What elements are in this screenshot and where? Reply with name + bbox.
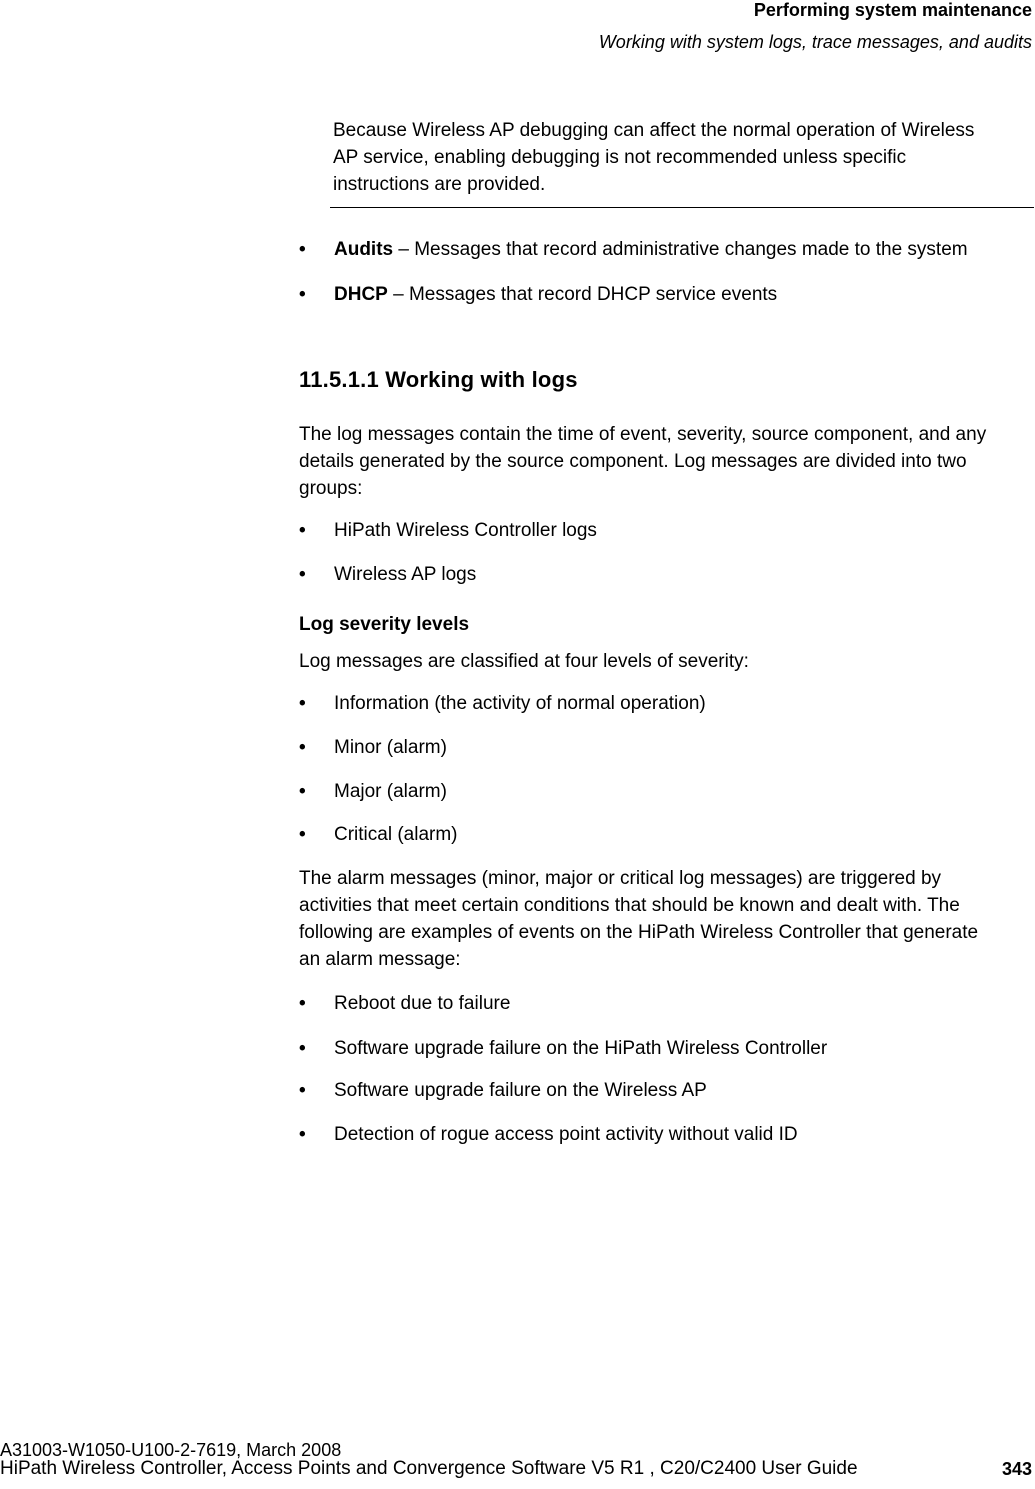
note-divider bbox=[330, 207, 1034, 208]
list-item-text: Software upgrade failure on the HiPath Wireless Controller bbox=[334, 1038, 828, 1059]
alarm-paragraph bbox=[299, 865, 1034, 973]
list-item-text: Major (alarm) bbox=[334, 781, 447, 802]
footer-guide-title: HiPath Wireless Controller, Access Points and Convergence Software V5 R1 , C20/C2400 User Guide bbox=[0, 1458, 858, 1479]
paragraph-line: activities that meet certain conditions that should be known and dealt with. The bbox=[299, 895, 960, 916]
bullet-term: Audits bbox=[334, 239, 394, 260]
paragraph-line: details generated by the source component. Log messages are divided into two bbox=[299, 451, 967, 472]
list-item-text: Critical (alarm) bbox=[334, 824, 458, 845]
paragraph-line: The log messages contain the time of event, severity, source component, and any bbox=[299, 424, 987, 445]
intro-paragraph bbox=[299, 421, 1034, 502]
list-item bbox=[299, 561, 1034, 588]
list-item bbox=[299, 1077, 1034, 1104]
bullet-icon: • bbox=[299, 693, 306, 714]
section-heading: 11.5.1.1 Working with logs bbox=[299, 367, 578, 392]
severity-heading: Log severity levels bbox=[299, 614, 470, 635]
bullet-icon: • bbox=[299, 781, 306, 802]
list-item bbox=[299, 990, 1034, 1017]
list-item-text: Information (the activity of normal operation) bbox=[334, 693, 706, 714]
bullet-icon: • bbox=[299, 993, 306, 1014]
list-item bbox=[299, 778, 1034, 805]
footer-doc-id: A31003-W1050-U100-2-7619, March 2008 bbox=[0, 1440, 342, 1460]
paragraph-line: an alarm message: bbox=[299, 949, 461, 970]
paragraph-line: The alarm messages (minor, major or critical log messages) are triggered by bbox=[299, 868, 942, 889]
bullet-icon: • bbox=[299, 284, 306, 305]
list-item bbox=[299, 690, 1034, 717]
bullet-icon: • bbox=[299, 1080, 306, 1101]
bullet-icon: • bbox=[299, 824, 306, 845]
page-number: 343 bbox=[1002, 1459, 1033, 1479]
bullet-icon: • bbox=[299, 520, 306, 541]
running-header-subtitle: Working with system logs, trace messages, and audits bbox=[598, 32, 1032, 52]
bullet-icon: • bbox=[299, 737, 306, 758]
list-item-text: Reboot due to failure bbox=[334, 993, 511, 1014]
paragraph-line: following are examples of events on the HiPath Wireless Controller that generate bbox=[299, 922, 979, 943]
list-item bbox=[299, 1121, 1034, 1148]
list-item-text: Detection of rogue access point activity without valid ID bbox=[334, 1124, 798, 1145]
bullet-description: – Messages that record DHCP service events bbox=[387, 284, 778, 305]
debugging-note bbox=[333, 117, 1033, 198]
list-item bbox=[299, 517, 1034, 544]
note-line: instructions are provided. bbox=[333, 174, 546, 195]
bullet-term: DHCP bbox=[334, 284, 388, 305]
list-item-text: Minor (alarm) bbox=[334, 737, 447, 758]
list-item bbox=[299, 236, 1034, 263]
list-item bbox=[299, 821, 1034, 848]
note-line: Because Wireless AP debugging can affect the normal operation of Wireless bbox=[333, 120, 975, 141]
paragraph-line: groups: bbox=[299, 478, 363, 499]
note-line: AP service, enabling debugging is not recommended unless specific bbox=[333, 147, 907, 168]
running-header-title: Performing system maintenance bbox=[753, 0, 1032, 20]
bullet-icon: • bbox=[299, 1038, 306, 1059]
bullet-description: – Messages that record administrative changes made to the system bbox=[393, 239, 968, 260]
bullet-icon: • bbox=[299, 564, 306, 585]
bullet-icon: • bbox=[299, 1124, 306, 1145]
bullet-icon: • bbox=[299, 239, 306, 260]
list-item bbox=[299, 281, 1034, 308]
severity-intro: Log messages are classified at four levels of severity: bbox=[299, 651, 749, 672]
list-item-text: Software upgrade failure on the Wireless AP bbox=[334, 1080, 707, 1101]
list-item-text: Wireless AP logs bbox=[334, 564, 477, 585]
list-item bbox=[299, 1035, 1034, 1062]
list-item-text: HiPath Wireless Controller logs bbox=[334, 520, 597, 541]
list-item bbox=[299, 734, 1034, 761]
